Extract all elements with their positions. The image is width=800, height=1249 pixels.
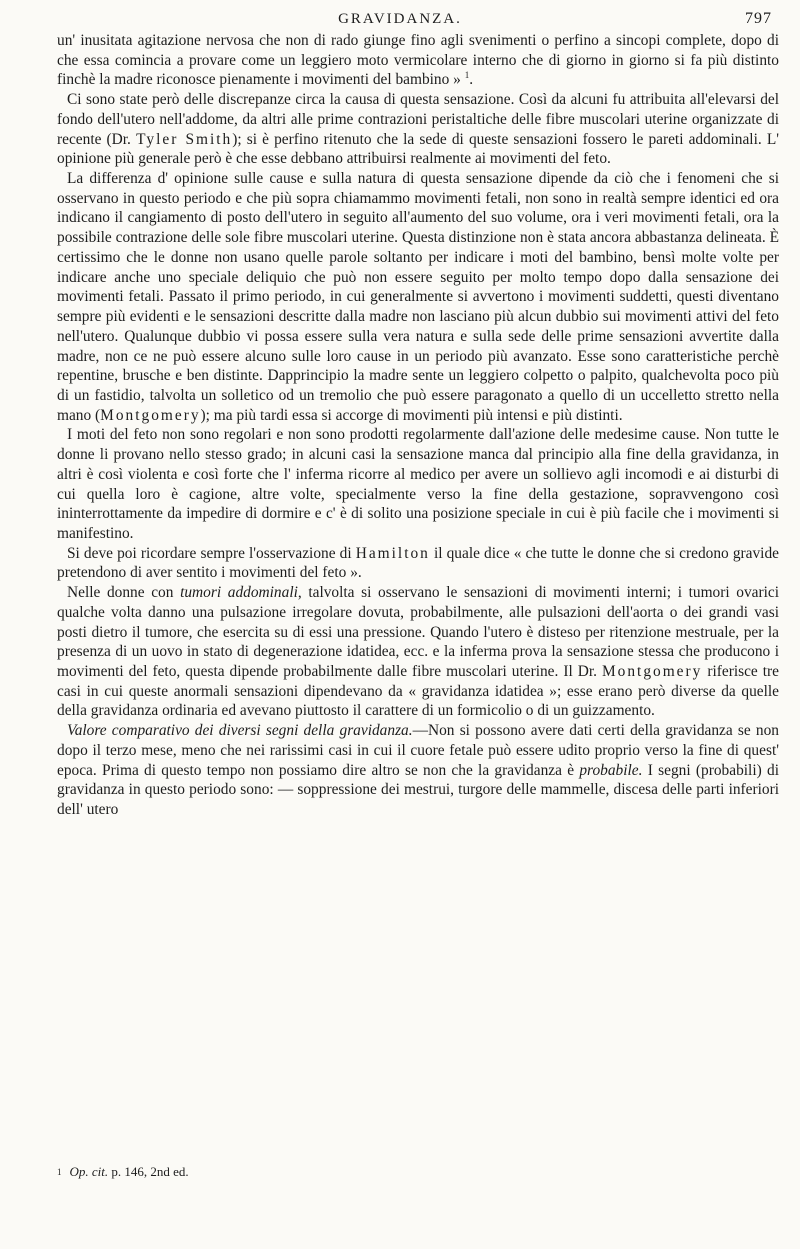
paragraph-text: I segni (probabili) di gravidanza in questo periodo sono: — soppressione dei mestrui, turgore delle mammelle, discesa delle parti inferiori dell' utero xyxy=(57,761,779,819)
paragraph-text: un' inusitata agitazione nervosa che non di rado giunge fino agli svenimenti o perfino a sincopi complete, dopo di che essa comincia a provare come un leggiero moto vermicolare interno che di giorno in giorno si fa più distinto finchè la madre riconosce pienamente i movimenti del bambino » xyxy=(57,32,779,89)
paragraph-text: Nelle donne con xyxy=(67,584,174,602)
paragraph-text: I moti del feto non sono regolari e non sono prodotti regolarmente dall'azione delle medesime cause. Non tutte le donne li provano nello stesso grado; in alcuni casi la sensazione manca dal principio alla fine della gravidanza, in altri è così violenta e così forte che l' inferma ricorre al medico per avere un sollievo agli incomodi e ai disturbi di cui quella loro è cagione, altre volte, specialmente verso la fine della gestazione, sopravvengono così ininterrottamente da impedire di dormire e c' è di solito una posizione speciale in cui è più facile che i movimenti si manifestino. xyxy=(57,426,779,542)
paragraph xyxy=(57,544,779,583)
paragraph-text: Si deve poi ricordare sempre l'osservazione di xyxy=(67,544,352,562)
page-number: 797 xyxy=(745,10,772,27)
paragraph-text: . xyxy=(469,71,474,89)
footnote-reference: 1 xyxy=(464,70,470,81)
paragraph-text: Ci sono state però delle discrepanze circa la causa di questa sensazione. Così da alcuni fu attribuita all'elevarsi del fondo dell'utero nell'addome, da altri alle prime contrazioni peristaltiche delle fibre muscolari uterine organizzate di recente (Dr. xyxy=(57,91,779,148)
paragraph xyxy=(57,583,779,721)
paragraph xyxy=(57,721,779,820)
section-heading: Valore comparativo dei diversi segni della gravidanza. xyxy=(67,722,413,740)
body-text xyxy=(57,31,779,820)
paragraph-text: —Non si possono avere dati certi della gravidanza se non dopo il terzo mese, meno che nei rarissimi casi in cui il cuore fetale può essere udito proprio verso la fine di quest' epoca. Prima di questo tempo non possiamo dire altro se non che la gravidanza è xyxy=(57,722,779,779)
paragraph-text: , talvolta si osservano le sensazioni di movimenti interni; i tumori ovarici qualche volta danno una pulsazione irregolare dovuta, probabilmente, alle pulsazioni dell'aorta o dei grandi vasi posti dietro il tumore, che esercita su di essi una pressione. Quando l'utero è disteso per ritenzione mestruale, per la presenza di un uovo in stato di degenerazione idatidea, ecc. e la inferma prova la sensazione stessa che producono i movimenti del feto, questa dipende probabilmente dalle fibre muscolari uterine. Il Dr. xyxy=(57,584,780,680)
paragraph xyxy=(57,31,779,90)
italic-term: probabile. xyxy=(579,761,643,779)
author-name: Hamilton xyxy=(355,544,430,562)
author-name: Tyler Smith xyxy=(136,130,233,148)
footnote xyxy=(57,1163,779,1181)
paragraph xyxy=(57,169,779,425)
running-head xyxy=(0,6,800,32)
paragraph-text: ); si è perfino ritenuto che la sede di queste sensazioni fossero le pareti addominali. L' opinione più generale però è che esse debbano attribuirsi realmente ai movimenti del feto. xyxy=(57,130,779,168)
paragraph-text: il quale dice « che tutte le donne che si credono gravide pretendono di aver sentito i movimenti del feto ». xyxy=(57,544,779,582)
footnote-source: Op. cit. xyxy=(69,1164,109,1179)
running-title: GRAVIDANZA. xyxy=(338,11,462,27)
paragraph-text: La differenza d' opinione sulle cause e sulla natura di questa sensazione dipende da ciò che i fenomeni che si osservano in questo periodo e che più sopra chiamammo movimenti fetali, non sono in realtà sempre identici ed ora indicano il cangiamento di posto dell'utero in seguito all'aumento del suo volume, ora i veri movimenti fetali, ora la possibile contrazione delle sole fibre muscolari uterine. Questa distinzione non è stata ancora abbastanza delineata. È certissimo che le donne non usano quelle parole soltanto per indicare i moti del bambino, bensì molte volte per indicare anche uno speciale deliquio che può non essere seguito per molto tempo dopo dalla sensazione dei movimenti fetali. Passato il primo periodo, in cui generalmente si avvertono i movimenti suddetti, questi diventano sempre più evidenti e le sensazioni descritte dalla madre non lasciano più alcun dubbio sui movimenti attivi del feto nell'utero. Qualunque dubbio vi possa essere sulla vera natura e sulla sede delle prime sensazioni avvertite dalla madre, non ce ne può essere alcuno sulle loro cause in un periodo più avanzato. Esse sono caratteristiche perchè repentine, brusche e ben distinte. Dapprincipio la madre sente un leggiero colpetto o palpito, qualchevolta poco più di un fastidio, talvolta un solletico od un tremolio che può essere paragonato a quello di un uccelletto stretto nella mano ( xyxy=(57,170,779,424)
italic-term: tumori addominali xyxy=(180,584,298,602)
paragraph xyxy=(57,425,779,543)
footnote-marker: 1 xyxy=(57,1167,62,1177)
paragraph xyxy=(57,90,779,169)
paragraph-text: ); ma più tardi essa si accorge di movimenti più intensi e più distinti. xyxy=(200,406,623,424)
author-name: Montgomery xyxy=(601,663,703,680)
paragraph-text: riferisce tre casi in cui queste anormali sensazioni dipendevano da « gravidanza idatidea »; esse erano però diverse da quelle della gravidanza ordinaria ed avevano piuttosto il carattere di un formicolio o di un guizzamento. xyxy=(57,663,779,720)
author-name: Montgomery xyxy=(100,406,201,424)
footnote-detail: p. 146, 2nd ed. xyxy=(111,1164,189,1179)
